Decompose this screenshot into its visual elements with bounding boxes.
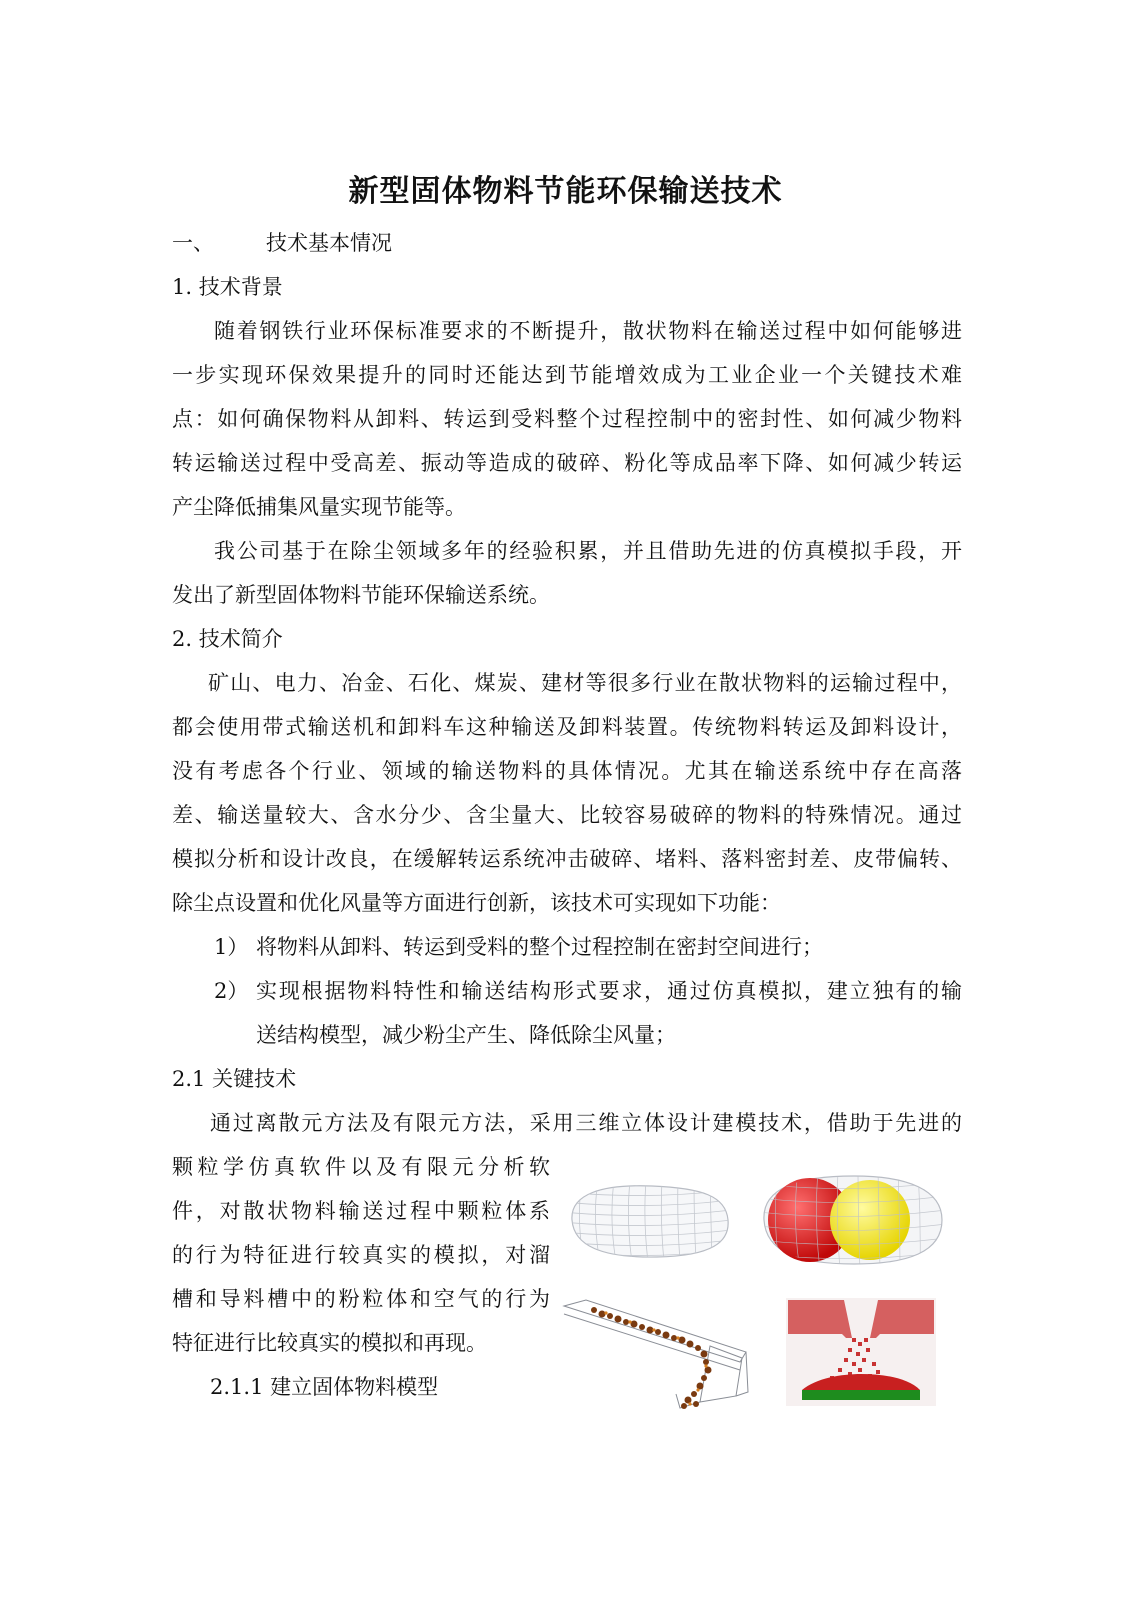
- heading-intro: 2. 技术简介: [172, 627, 283, 651]
- paragraph-line: 特征进行比较真实的模拟和再现。: [172, 1331, 487, 1355]
- list-number: 2）: [214, 979, 249, 1003]
- list-item-text: 将物料从卸料、转运到受料的整个过程控制在密封空间进行；: [256, 935, 823, 959]
- paragraph-line: 颗粒学仿真软件以及有限元分析软: [172, 1155, 550, 1179]
- paragraph-line: 模拟分析和设计改良，在缓解转运系统冲击破碎、堵料、落料密封差、皮带偏转、: [172, 847, 962, 871]
- chute-simulation-image: [560, 1296, 750, 1414]
- paragraph-line: 都会使用带式输送机和卸料车这种输送及卸料装置。传统物料转运及卸料设计，: [172, 715, 962, 739]
- paragraph-line: 通过离散元方法及有限元方法，采用三维立体设计建模技术，借助于先进的: [210, 1111, 962, 1135]
- document-title: 新型固体物料节能环保输送技术: [348, 174, 783, 209]
- mesh-particle-image: [562, 1180, 732, 1262]
- paragraph-line: 矿山、电力、冶金、石化、煤炭、建材等很多行业在散状物料的运输过程中，: [208, 671, 962, 695]
- heading-2-1-1: 2.1.1 建立固体物料模型: [210, 1375, 439, 1399]
- paragraph-line: 差、输送量较大、含水分少、含尘量大、比较容易破碎的物料的特殊情况。通过: [172, 803, 962, 827]
- paragraph-line: 发出了新型固体物料节能环保输送系统。: [172, 583, 550, 607]
- paragraph-line: 槽和导料槽中的粉粒体和空气的行为: [172, 1287, 550, 1311]
- section-title: 技术基本情况: [266, 231, 392, 255]
- paragraph-line: 没有考虑各个行业、领域的输送物料的具体情况。尤其在输送系统中存在高落: [172, 759, 962, 783]
- list-item-text: 实现根据物料特性和输送结构形式要求，通过仿真模拟，建立独有的输: [256, 979, 962, 1003]
- heading-key-tech: 2.1 关键技术: [172, 1067, 297, 1091]
- paragraph-line: 除尘点设置和优化风量等方面进行创新，该技术可实现如下功能：: [172, 891, 781, 915]
- particle-flow-image: [786, 1298, 936, 1406]
- sphere-particle-image: [758, 1170, 946, 1270]
- paragraph-line: 一步实现环保效果提升的同时还能达到节能增效成为工业企业一个关键技术难: [172, 363, 962, 387]
- paragraph-line: 我公司基于在除尘领域多年的经验积累，并且借助先进的仿真模拟手段，开: [214, 539, 962, 563]
- paragraph-line: 点：如何确保物料从卸料、转运到受料整个过程控制中的密封性、如何减少物料: [172, 407, 962, 431]
- list-item-text: 送结构模型，减少粉尘产生、降低除尘风量；: [256, 1023, 676, 1047]
- section-heading-1: [172, 228, 962, 258]
- paragraph-line: 产尘降低捕集风量实现节能等。: [172, 495, 466, 519]
- paragraph-line: 的行为特征进行较真实的模拟，对溜: [172, 1243, 550, 1267]
- paragraph-line: 随着钢铁行业环保标准要求的不断提升，散状物料在输送过程中如何能够进: [214, 319, 962, 343]
- heading-background: 1. 技术背景: [172, 275, 283, 299]
- paragraph-line: 件，对散状物料输送过程中颗粒体系: [172, 1199, 550, 1223]
- paragraph-line: 转运输送过程中受高差、振动等造成的破碎、粉化等成品率下降、如何减少转运: [172, 451, 962, 475]
- list-number: 1）: [214, 935, 249, 959]
- section-number: 一、: [172, 231, 214, 255]
